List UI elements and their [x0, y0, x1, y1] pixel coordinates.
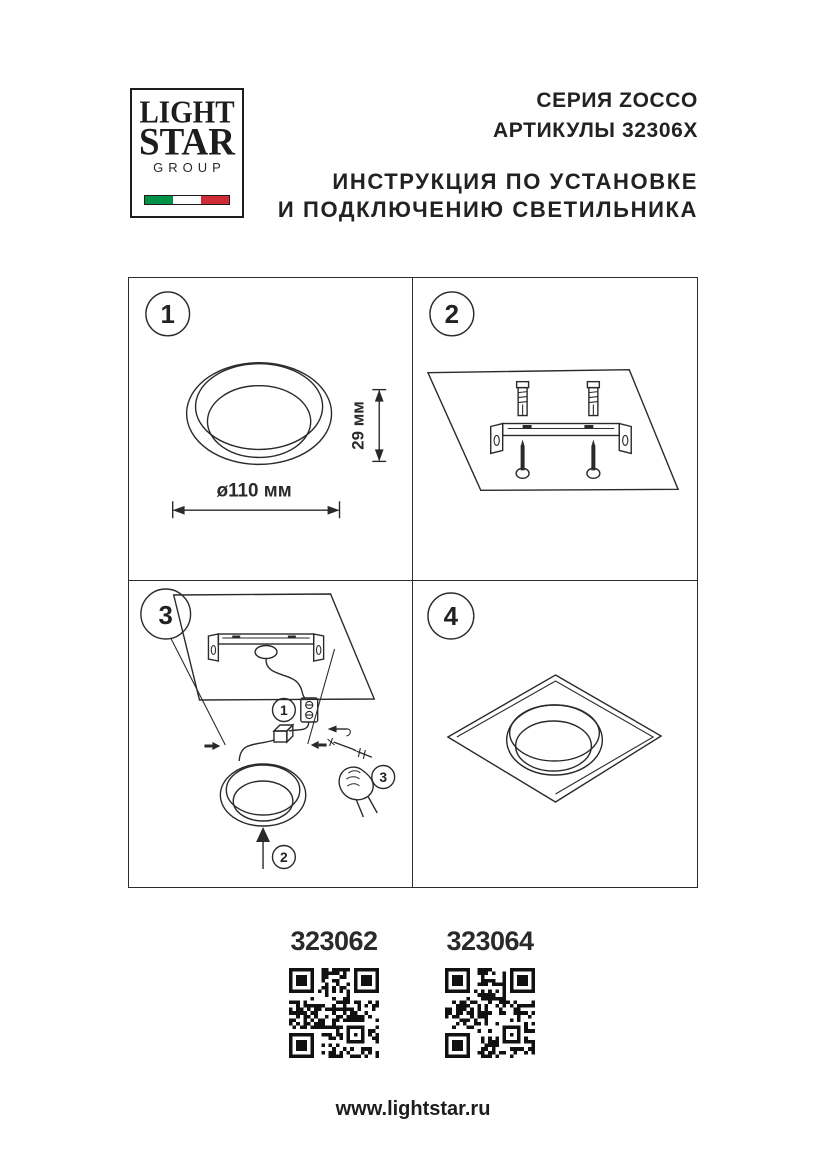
- fixture-drawing: [187, 363, 332, 465]
- step-panel-2: [413, 278, 697, 581]
- fixture-drawing: [507, 705, 603, 775]
- italian-flag-bar: [144, 195, 230, 205]
- flag-red-stripe: [201, 196, 229, 204]
- instruction-title-line1: ИНСТРУКЦИЯ ПО УСТАНОВКЕ: [332, 169, 698, 194]
- mounting-bracket: [491, 424, 632, 454]
- ceiling-plane: [428, 370, 678, 491]
- step-panel-3: [129, 581, 413, 887]
- align-arrow-right: [311, 741, 327, 749]
- wall-plug-left: [517, 382, 529, 416]
- ceiling-cable-hole: [255, 646, 277, 659]
- series-title: СЕРИЯ ZOCCO: [536, 89, 698, 112]
- installation-steps-grid: [128, 277, 698, 888]
- product-block-2: [440, 926, 540, 1063]
- step-panel-1: [129, 278, 413, 581]
- qr-code: [289, 968, 379, 1058]
- height-dimension: [348, 390, 386, 462]
- screwdriver-hand-icon: [328, 726, 378, 818]
- flag-green-stripe: [145, 196, 173, 204]
- ceiling-panel: [448, 675, 661, 802]
- diameter-dimension-label: ø110 мм: [216, 480, 292, 502]
- callout-1: [272, 699, 295, 722]
- diameter-dimension: [173, 480, 340, 518]
- article-label: 323062: [290, 926, 378, 956]
- svg-text:3: 3: [379, 768, 388, 786]
- supply-cable: [266, 659, 305, 698]
- qr-code: [445, 968, 535, 1058]
- instruction-title: [278, 168, 698, 224]
- svg-text:4: 4: [443, 602, 459, 632]
- screw-left: [516, 439, 529, 478]
- screw-right: [587, 439, 600, 478]
- header-series-block: [493, 86, 698, 146]
- push-up-arrow: [256, 827, 270, 869]
- logo-word-star: STAR: [139, 120, 235, 165]
- svg-text:1: 1: [280, 701, 288, 719]
- fixture-cable-lower: [239, 740, 274, 761]
- logo-word-group: GROUP: [153, 160, 226, 175]
- article-label: 323064: [446, 926, 534, 956]
- step-4-badge: [428, 593, 474, 639]
- logo-word-light: LIGHT: [139, 95, 235, 131]
- step-2-badge: [430, 292, 474, 336]
- website-url: www.lightstar.ru: [335, 1098, 491, 1120]
- lightstar-logo: [130, 88, 244, 218]
- guide-line-left: [171, 638, 226, 745]
- svg-text:2: 2: [444, 300, 460, 329]
- svg-text:1: 1: [160, 300, 175, 329]
- step-3-badge: [141, 589, 191, 639]
- instruction-title-line2: И ПОДКЛЮЧЕНИЮ СВЕТИЛЬНИКА: [277, 197, 698, 222]
- align-arrow-left: [204, 742, 220, 750]
- callout-3: [372, 766, 395, 789]
- svg-text:3: 3: [158, 601, 173, 631]
- step-panel-4: [413, 581, 697, 887]
- product-block-1: [284, 926, 384, 1063]
- svg-text:2: 2: [280, 848, 288, 866]
- callout-2: [272, 846, 295, 869]
- flag-white-stripe: [173, 196, 201, 204]
- wall-plug-right: [587, 382, 599, 416]
- articles-title: АРТИКУЛЫ 32306X: [493, 119, 698, 142]
- connector-box: [274, 725, 293, 742]
- fixture-drawing: [220, 764, 305, 826]
- mounting-bracket: [208, 634, 323, 661]
- step-1-badge: [146, 292, 190, 336]
- height-dimension-label: 29 мм: [348, 401, 368, 450]
